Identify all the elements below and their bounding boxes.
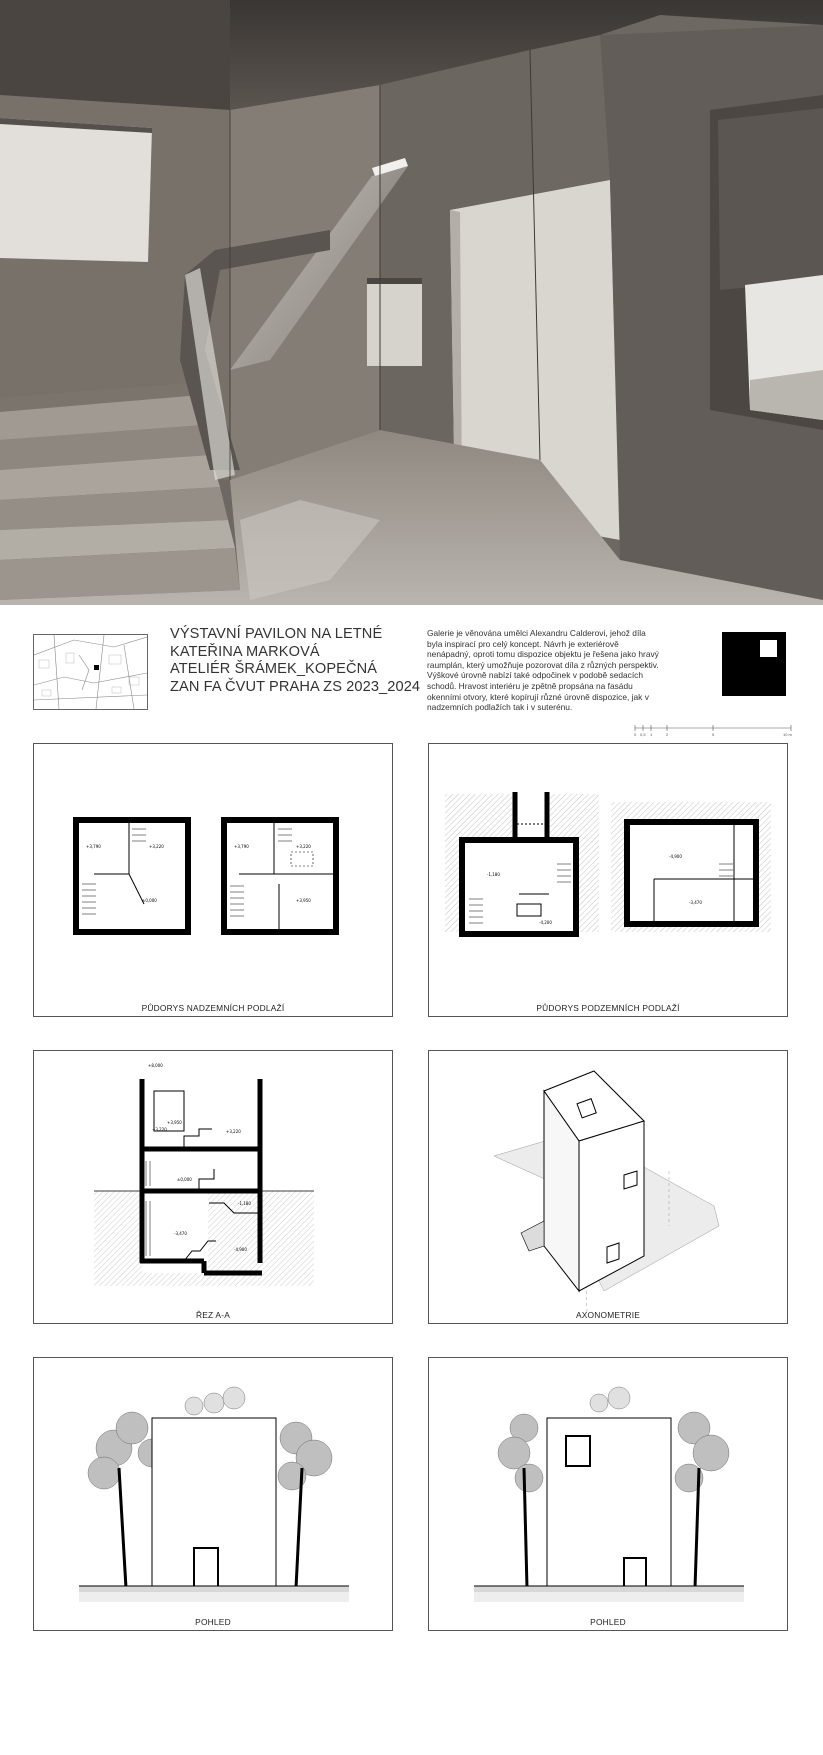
level-label: +3,220 [296,844,311,849]
project-logo [722,632,786,696]
level-label: ±0,000 [142,898,157,903]
level-label: +3,790 [234,844,249,849]
location-map [33,634,148,710]
level-label: +3,790 [86,844,101,849]
level-label: +3,220 [226,1129,241,1134]
description-line: okenními otvory, které kopírují různé úrovně dispozice, jak v [427,691,649,702]
project-title-block [170,626,421,696]
panel-caption: AXONOMETRIE [575,1310,641,1320]
scale-tick: 0 [634,732,637,737]
school-semester: ZAN FA ČVUT PRAHA ZS 2023_2024 [170,678,421,695]
floorplans-below-drawing [429,744,789,1018]
project-description [427,628,689,713]
description-line: schodů. Hravost interiéru je zpětně propsána na fasádu [427,680,633,691]
panel-floorplans-above [33,743,393,1017]
description-line: byla inspirací pro celý koncept. Návrh je exteriérově [427,638,619,649]
elevation-1-drawing [34,1358,394,1632]
level-label: -4,900 [669,854,682,859]
panel-caption: POHLED [195,1617,231,1627]
panel-caption: POHLED [590,1617,626,1627]
panel-elevation-2 [428,1357,788,1631]
site-marker [94,665,99,670]
section-drawing [34,1051,394,1325]
level-label: -4,200 [539,920,552,925]
description-line: raumplán, který umožňuje pozorovat díla z různých perspektiv. [427,659,659,670]
level-label: -3,470 [174,1231,187,1236]
panel-caption: PŮDORYS NADZEMNÍCH PODLAŽÍ [141,1003,285,1013]
scale-tick: 10 m [783,732,792,737]
description-line: Výškové úrovně nabízí také odpočinek v podobě sedacích [427,670,644,681]
level-label: -1,180 [487,872,500,877]
level-label: -4,900 [234,1247,247,1252]
hero-interior-drawing [0,0,823,605]
level-label: ±0,000 [177,1177,192,1182]
description-line: nadzemních podlažích tak i v suterénu. [427,702,573,713]
floorplans-above-drawing [34,744,394,1018]
scale-tick: 5 [712,732,715,737]
studio-name: ATELIÉR ŠRÁMEK_KOPEČNÁ [170,661,378,677]
panel-caption: PŮDORYS PODZEMNÍCH PODLAŽÍ [536,1003,680,1013]
scale-tick: 2 [666,732,669,737]
scale-tick: 1 [650,732,653,737]
description-line: Galerie je věnována umělci Alexandru Calderovi, jehož díla [427,628,646,638]
scale-bar [633,720,793,738]
level-label: -3,470 [689,900,702,905]
panel-caption: ŘEZ A-A [196,1310,230,1320]
panel-axonometry [428,1050,788,1324]
panel-section [33,1050,393,1324]
level-label: +3,220 [152,1127,167,1132]
level-label: +3,950 [167,1120,182,1125]
axonometry-drawing [429,1051,789,1325]
level-label: -1,180 [238,1201,251,1206]
level-label: +3,950 [296,898,311,903]
description-line: nenápadný, oproti tomu dispozice objektu je řešena jako hravý [427,649,659,660]
level-label: +3,220 [149,844,164,849]
scale-tick: 0,5 [640,732,646,737]
elevation-2-drawing [429,1358,789,1632]
panel-floorplans-below [428,743,788,1017]
level-label: +8,000 [148,1063,163,1068]
project-title: VÝSTAVNÍ PAVILON NA LETNÉ [170,626,383,642]
author-name: KATEŘINA MARKOVÁ [170,643,320,660]
panel-elevation-1 [33,1357,393,1631]
